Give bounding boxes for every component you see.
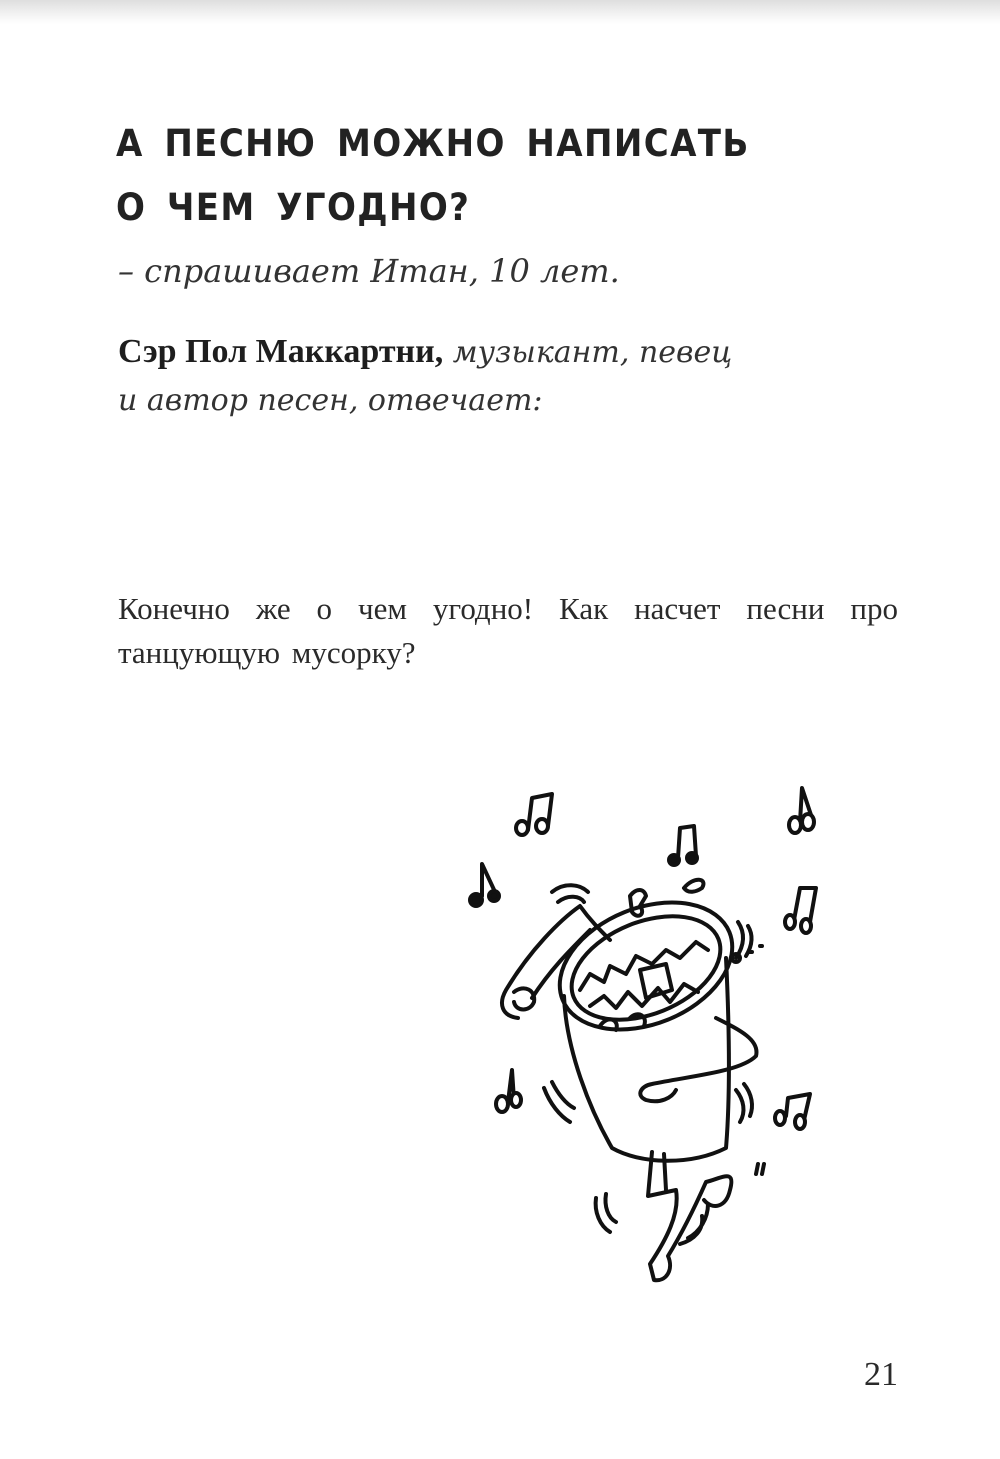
page-number: 21 [864,1356,898,1393]
answer-text: Конечно же о чем угодно! Как насчет песни про танцующую мусорку? [118,591,898,670]
answerer-role-line-1: музыкант, певец [443,335,733,370]
dancing-trash-can-illustration [440,770,860,1290]
music-note-icon [789,788,814,833]
page-top-shadow [0,0,1000,24]
question-heading [116,112,750,240]
music-note-icon [496,1070,521,1112]
answerer-attribution [118,328,732,425]
asker-attribution: – спрашивает Итан, 10 лет. [118,252,620,290]
answerer-name: Сэр Пол Маккартни, [118,333,444,370]
music-note-icon [470,864,499,906]
music-note-icon [516,794,552,835]
music-note-icon [785,888,816,933]
heading-line-1: А ПЕСНЮ МОЖНО НАПИСАТЬ [116,122,750,165]
music-note-icon [669,826,697,865]
answerer-role-line-2: и автор песен, отвечает: [118,383,543,418]
heading-line-2: О ЧЕМ УГОДНО? [116,186,471,229]
trash-can-drawing-icon [440,770,860,1290]
music-note-icon [775,1094,810,1129]
